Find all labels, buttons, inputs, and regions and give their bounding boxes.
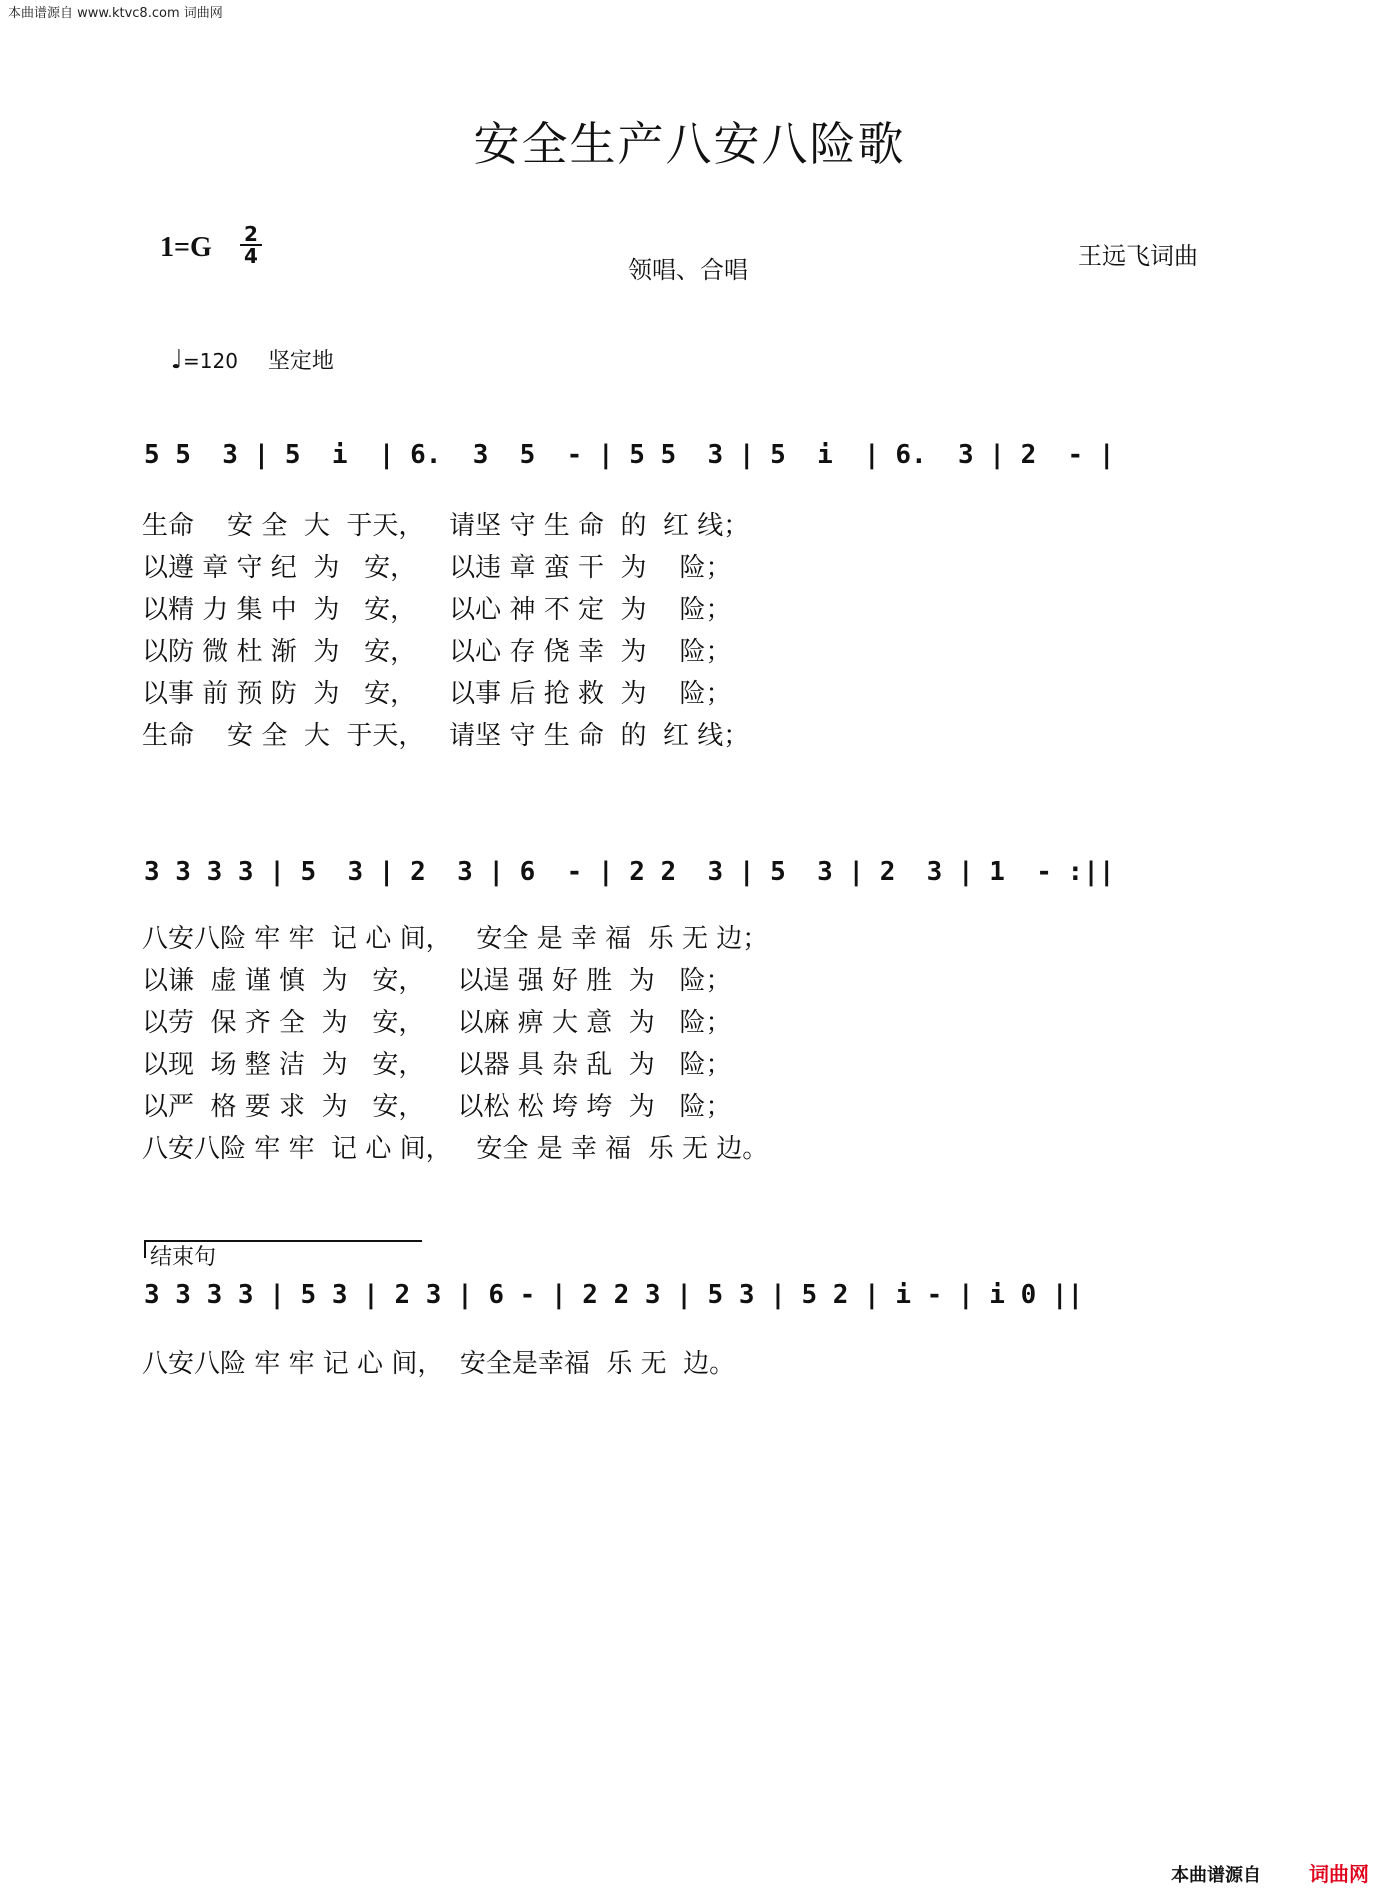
lyric-line-1-verse-2: 以遵 章 守 纪 为 安， 以违 章 蛮 干 为 险； — [142, 553, 732, 583]
author-credit: 王远飞词曲 — [1078, 242, 1198, 270]
quarter-note-icon: ♩ — [170, 345, 183, 375]
time-signature-top: 2 — [240, 224, 262, 246]
tempo-value: =120 — [182, 349, 238, 373]
lyric-line-2-verse-6: 八安八险 牢 牢 记 心 间， 安全 是 幸 福 乐 无 边。 — [142, 1134, 769, 1164]
time-signature-bottom: 4 — [244, 244, 258, 268]
key-signature: 1=G — [160, 232, 212, 263]
lyric-line-1-verse-1: 生命 安 全 大 于天， 请坚 守 生 命 的 红 线； — [142, 511, 750, 541]
footer-source: 本曲谱源自 — [1171, 1865, 1261, 1886]
lyric-line-1-verse-6: 生命 安 全 大 于天， 请坚 守 生 命 的 红 线； — [142, 721, 750, 751]
tempo-marking — [158, 320, 334, 375]
voice-label: 领唱、合唱 — [628, 256, 748, 284]
lyric-line-1-verse-5: 以事 前 预 防 为 安， 以事 后 抢 救 为 险； — [142, 679, 732, 709]
ending-label: 结束句 — [150, 1245, 217, 1270]
lyric-line-2-verse-4: 以现 场 整 洁 为 安， 以器 具 杂 乱 为 险； — [142, 1050, 732, 1080]
footer-logo: 词曲网 — [1309, 1862, 1369, 1886]
expression-mark: 坚定地 — [267, 349, 334, 374]
lyric-line-1-verse-4: 以防 微 杜 渐 为 安， 以心 存 侥 幸 为 险； — [142, 637, 732, 667]
lyric-line-2-verse-2: 以谦 虚 谨 慎 为 安， 以逞 强 好 胜 为 险； — [142, 966, 732, 996]
song-title: 安全生产八安八险歌 — [473, 117, 906, 171]
lyric-line-1-verse-3: 以精 力 集 中 为 安， 以心 神 不 定 为 险； — [142, 595, 732, 625]
lyric-line-2-verse-3: 以劳 保 齐 全 为 安， 以麻 痹 大 意 为 险； — [142, 1008, 732, 1038]
notation-ending: 3 3 3 3 | 5 3 | 2 3 | 6 - | 2 2 3 | 5 3 | 5 2 | i - | i 0 || — [144, 1280, 1084, 1310]
notation-line-2: 3 3 3 3 | 5 3 | 2 3 | 6 - | 2 2 3 | 5 3 | 2 3 | 1 - :|| — [144, 857, 1115, 887]
source-header: 本曲谱源自 www.ktvc8.com 词曲网 — [8, 6, 223, 21]
time-signature — [240, 224, 262, 266]
notation-line-1: 5 5 3 | 5 i | 6. 3 5 - | 5 5 3 | 5 i | 6. 3 | 2 - | — [144, 440, 1115, 470]
lyric-ending: 八安八险 牢 牢 记 心 间， 安全是幸福 乐 无 边。 — [142, 1349, 736, 1379]
lyric-line-2-verse-1: 八安八险 牢 牢 记 心 间， 安全 是 幸 福 乐 无 边； — [142, 924, 769, 954]
lyric-line-2-verse-5: 以严 格 要 求 为 安， 以松 松 垮 垮 为 险； — [142, 1092, 732, 1122]
